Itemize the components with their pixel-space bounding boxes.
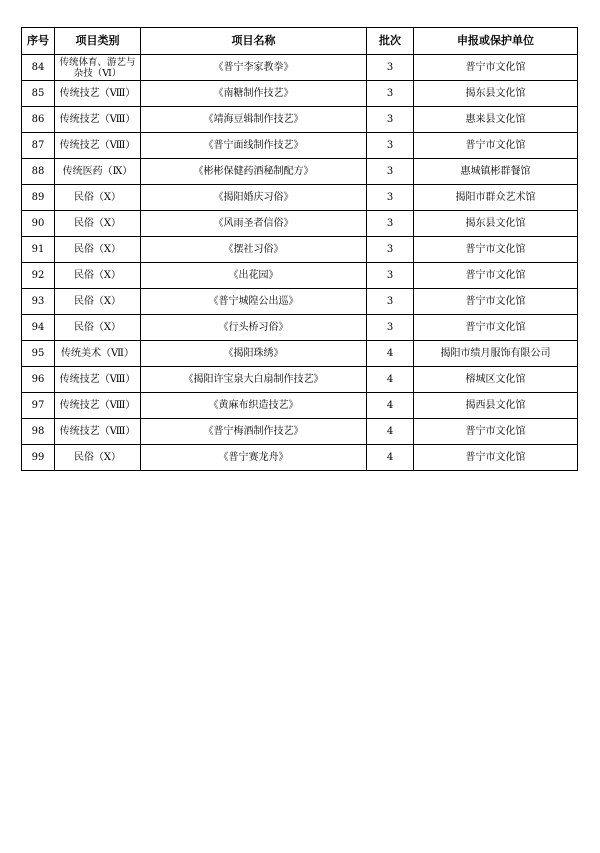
cell-unit: 揭东县文化馆	[414, 81, 578, 107]
cell-batch: 3	[367, 107, 414, 133]
cell-name: 《彬彬保健药酒秘制配方》	[141, 159, 367, 185]
cell-batch: 3	[367, 237, 414, 263]
cell-no: 89	[22, 185, 55, 211]
cell-category: 传统体育、游艺与杂技（Ⅵ）	[55, 55, 141, 81]
cell-name: 《揭阳珠绣》	[141, 341, 367, 367]
table-body	[22, 55, 578, 471]
cell-name: 《风雨圣者信俗》	[141, 211, 367, 237]
cell-batch: 4	[367, 341, 414, 367]
cell-batch: 3	[367, 159, 414, 185]
table-row	[22, 315, 578, 341]
header-name: 项目名称	[141, 28, 367, 55]
cell-unit: 惠来县文化馆	[414, 107, 578, 133]
table-row	[22, 211, 578, 237]
cell-no: 94	[22, 315, 55, 341]
cell-batch: 3	[367, 263, 414, 289]
cell-category: 传统技艺（Ⅷ）	[55, 133, 141, 159]
table-row	[22, 367, 578, 393]
cell-category: 传统技艺（Ⅷ）	[55, 367, 141, 393]
cell-unit: 揭西县文化馆	[414, 393, 578, 419]
table-row	[22, 55, 578, 81]
cell-no: 90	[22, 211, 55, 237]
table-row	[22, 289, 578, 315]
cell-batch: 3	[367, 289, 414, 315]
cell-name: 《出花园》	[141, 263, 367, 289]
cell-category: 民俗（Ⅹ）	[55, 263, 141, 289]
table-row	[22, 341, 578, 367]
cell-category: 民俗（Ⅹ）	[55, 211, 141, 237]
cell-name: 《摆社习俗》	[141, 237, 367, 263]
cell-unit: 普宁市文化馆	[414, 315, 578, 341]
cell-category: 传统技艺（Ⅷ）	[55, 393, 141, 419]
cell-batch: 3	[367, 81, 414, 107]
cell-name: 《普宁李家教拳》	[141, 55, 367, 81]
table-header-row	[22, 28, 578, 55]
cell-batch: 3	[367, 315, 414, 341]
cell-no: 86	[22, 107, 55, 133]
table-row	[22, 159, 578, 185]
cell-no: 95	[22, 341, 55, 367]
cell-unit: 普宁市文化馆	[414, 419, 578, 445]
cell-name: 《普宁梅酒制作技艺》	[141, 419, 367, 445]
cell-batch: 4	[367, 393, 414, 419]
cell-no: 96	[22, 367, 55, 393]
cell-no: 85	[22, 81, 55, 107]
cell-no: 99	[22, 445, 55, 471]
cell-category: 传统美术（Ⅶ）	[55, 341, 141, 367]
cell-name: 《黄麻布织造技艺》	[141, 393, 367, 419]
cell-unit: 普宁市文化馆	[414, 263, 578, 289]
cell-unit: 普宁市文化馆	[414, 289, 578, 315]
header-category: 项目类别	[55, 28, 141, 55]
cell-unit: 普宁市文化馆	[414, 237, 578, 263]
cell-category: 民俗（Ⅹ）	[55, 445, 141, 471]
heritage-project-table	[21, 27, 578, 471]
cell-batch: 3	[367, 185, 414, 211]
cell-category: 民俗（Ⅹ）	[55, 185, 141, 211]
cell-batch: 3	[367, 211, 414, 237]
cell-category: 传统医药（Ⅸ）	[55, 159, 141, 185]
cell-category: 民俗（Ⅹ）	[55, 289, 141, 315]
cell-name: 《南糖制作技艺》	[141, 81, 367, 107]
header-batch: 批次	[367, 28, 414, 55]
cell-name: 《普宁面线制作技艺》	[141, 133, 367, 159]
cell-no: 97	[22, 393, 55, 419]
cell-category: 民俗（Ⅹ）	[55, 315, 141, 341]
table-row	[22, 445, 578, 471]
table-row	[22, 185, 578, 211]
table-row	[22, 81, 578, 107]
header-no: 序号	[22, 28, 55, 55]
cell-batch: 4	[367, 419, 414, 445]
cell-batch: 3	[367, 55, 414, 81]
cell-unit: 揭阳市绩月服饰有限公司	[414, 341, 578, 367]
cell-unit: 揭东县文化馆	[414, 211, 578, 237]
cell-name: 《揭阳许宝泉大白扇制作技艺》	[141, 367, 367, 393]
cell-name: 《揭阳婚庆习俗》	[141, 185, 367, 211]
cell-no: 98	[22, 419, 55, 445]
cell-name: 《普宁赛龙舟》	[141, 445, 367, 471]
cell-no: 92	[22, 263, 55, 289]
header-unit: 申报或保护单位	[414, 28, 578, 55]
cell-batch: 4	[367, 367, 414, 393]
cell-unit: 榕城区文化馆	[414, 367, 578, 393]
table-row	[22, 237, 578, 263]
cell-category: 传统技艺（Ⅷ）	[55, 81, 141, 107]
cell-no: 84	[22, 55, 55, 81]
table-row	[22, 263, 578, 289]
cell-no: 93	[22, 289, 55, 315]
cell-category: 民俗（Ⅹ）	[55, 237, 141, 263]
document-page	[21, 27, 577, 471]
table-row	[22, 393, 578, 419]
cell-no: 88	[22, 159, 55, 185]
table-row	[22, 107, 578, 133]
cell-name: 《行头桥习俗》	[141, 315, 367, 341]
cell-no: 91	[22, 237, 55, 263]
cell-unit: 揭阳市群众艺术馆	[414, 185, 578, 211]
cell-no: 87	[22, 133, 55, 159]
cell-name: 《靖海豆辑制作技艺》	[141, 107, 367, 133]
table-row	[22, 133, 578, 159]
cell-unit: 普宁市文化馆	[414, 133, 578, 159]
cell-category: 传统技艺（Ⅷ）	[55, 107, 141, 133]
cell-batch: 3	[367, 133, 414, 159]
cell-category: 传统技艺（Ⅷ）	[55, 419, 141, 445]
cell-unit: 惠城镇彬群餐馆	[414, 159, 578, 185]
cell-unit: 普宁市文化馆	[414, 55, 578, 81]
cell-unit: 普宁市文化馆	[414, 445, 578, 471]
cell-name: 《普宁城隍公出巡》	[141, 289, 367, 315]
cell-batch: 4	[367, 445, 414, 471]
table-row	[22, 419, 578, 445]
